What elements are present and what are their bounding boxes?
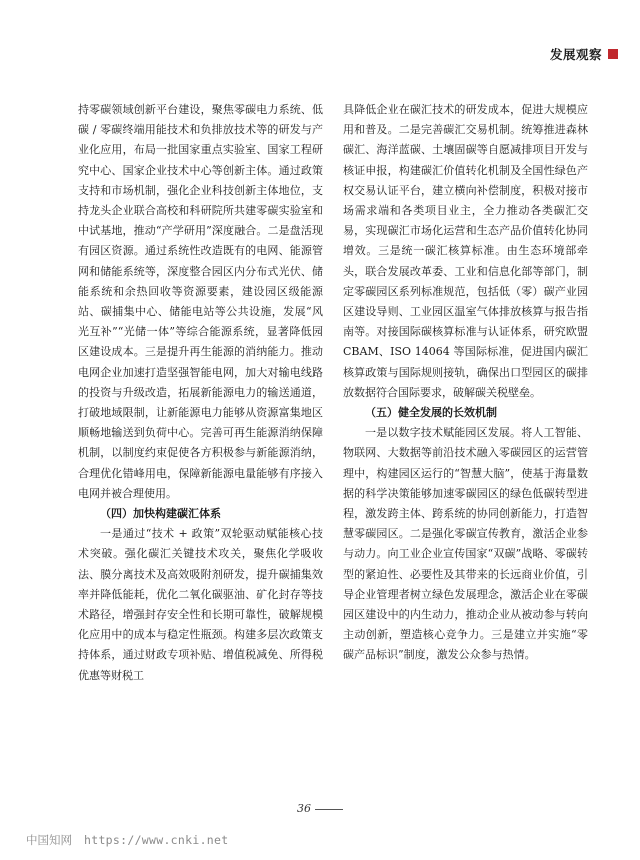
right-column (343, 100, 588, 666)
right-paragraph-1: 具降低企业在碳汇技术的研发成本，促进大规模应用和普及。二是完善碳汇交易机制。统筹推进森林碳汇、海洋蓝碳、土壤固碳等自愿减排项目开发与核证申报，构建碳汇价值转化机制及全国性绿色产权交易认证平台，建立横向补偿制度，积极对接市场需求端和各类项目业主，全力推动各类碳汇交易，实现碳汇市场化运营和生态产品价值转化协同增效。三是统一碳汇核算标准。由生态环境部牵头，联合发展改革委、工业和信息化部等部门，制定零碳园区系列标准规范，包括低（零）碳产业园区建设导则、工业园区温室气体排放核算与报告指南等。对接国际碳核算标准与认证体系，研究欧盟 CBAM、ISO 14064 等国际标准，促进国内碳汇核算政策与国际规则接轨，确保出口型园区的碳排放数据符合国际要求，破解碳关税壁垒。 (343, 103, 588, 399)
section-marker-square-icon (608, 49, 618, 59)
left-column (78, 100, 323, 686)
watermark-name: 中国知网 (26, 833, 72, 847)
heading-section-5: （五）健全发展的长效机制 (365, 406, 497, 420)
right-paragraph-2: 一是以数字技术赋能园区发展。将人工智能、物联网、大数据等前沿技术融入零碳园区的运营管理中，构建园区运行的“智慧大脑”，使基于海量数据的科学决策能够加速零碳园区的绿色低碳转型进程，激发跨主体、跨系统的协同创新能力，打造智慧零碳园区。二是强化零碳宣传教育，激活企业参与动力。向工业企业宣传国家“双碳”战略、零碳转型的紧迫性、必要性及其带来的长远商业价值，引导企业管理者树立绿色发展理念，激活企业在零碳园区建设中的内生动力，推动企业从被动参与转向主动创新，塑造核心竞争力。三是建立并实施“零碳产品标识”制度，激发公众参与热情。 (343, 426, 588, 662)
page-footer (0, 802, 640, 815)
cnki-watermark (26, 832, 228, 848)
page-number-dash (315, 809, 343, 810)
left-paragraph-2: 一是通过“技术 + 政策”双轮驱动赋能核心技术突破。强化碳汇关键技术攻关，聚焦化学吸收法、膜分离技术及高效吸附剂研发，提升碳捕集效率并降低能耗，优化二氧化碳驱油、矿化封存等技术路径，增强封存安全性和长期可靠性，破解规模化应用中的成本与稳定性瓶颈。构建多层次政策支持体系，通过财政专项补贴、增值税减免、所得税优惠等财税工 (78, 527, 323, 682)
page-number: 36 (297, 802, 311, 815)
section-title: 发展观察 (549, 47, 602, 62)
left-paragraph-1: 持零碳领域创新平台建设，聚焦零碳电力系统、低碳 / 零碳终端用能技术和负排放技术等的研发与产业化应用，布局一批国家重点实验室、国家工程研究中心、国家企业技术中心等创新主体。通过政策支持和市场机制，强化企业科技创新主体地位，支持龙头企业联合高校和科研院所共建零碳实验室和中试基地，推动“产学研用”深度融合。二是盘活现有园区资源。通过系统性改造既有的电网、能源管网和储能系统等，深度整合园区内分布式光伏、储能系统和余热回收等资源要素，建设园区级能源站、碳捕集中心、储能电站等公共设施，发展“风光互补”“光储一体”等综合能源系统，显著降低园区建设成本。三是提升再生能源的消纳能力。推动电网企业加速打造坚强智能电网，加大对输电线路的投资与升级改造，拓展新能源电力的输送通道，打破地域限制，让新能源电力能够从资源富集地区顺畅地输送到负荷中心。完善可再生能源消纳保障机制，以制度约束促使各方积极参与新能源消纳，合理优化错峰用电，保障新能源电量能够有序接入电网并被合理使用。 (78, 103, 323, 500)
watermark-url[interactable]: https://www.cnki.net (84, 833, 229, 847)
heading-section-4: （四）加快构建碳汇体系 (100, 507, 221, 521)
section-header (550, 44, 618, 64)
